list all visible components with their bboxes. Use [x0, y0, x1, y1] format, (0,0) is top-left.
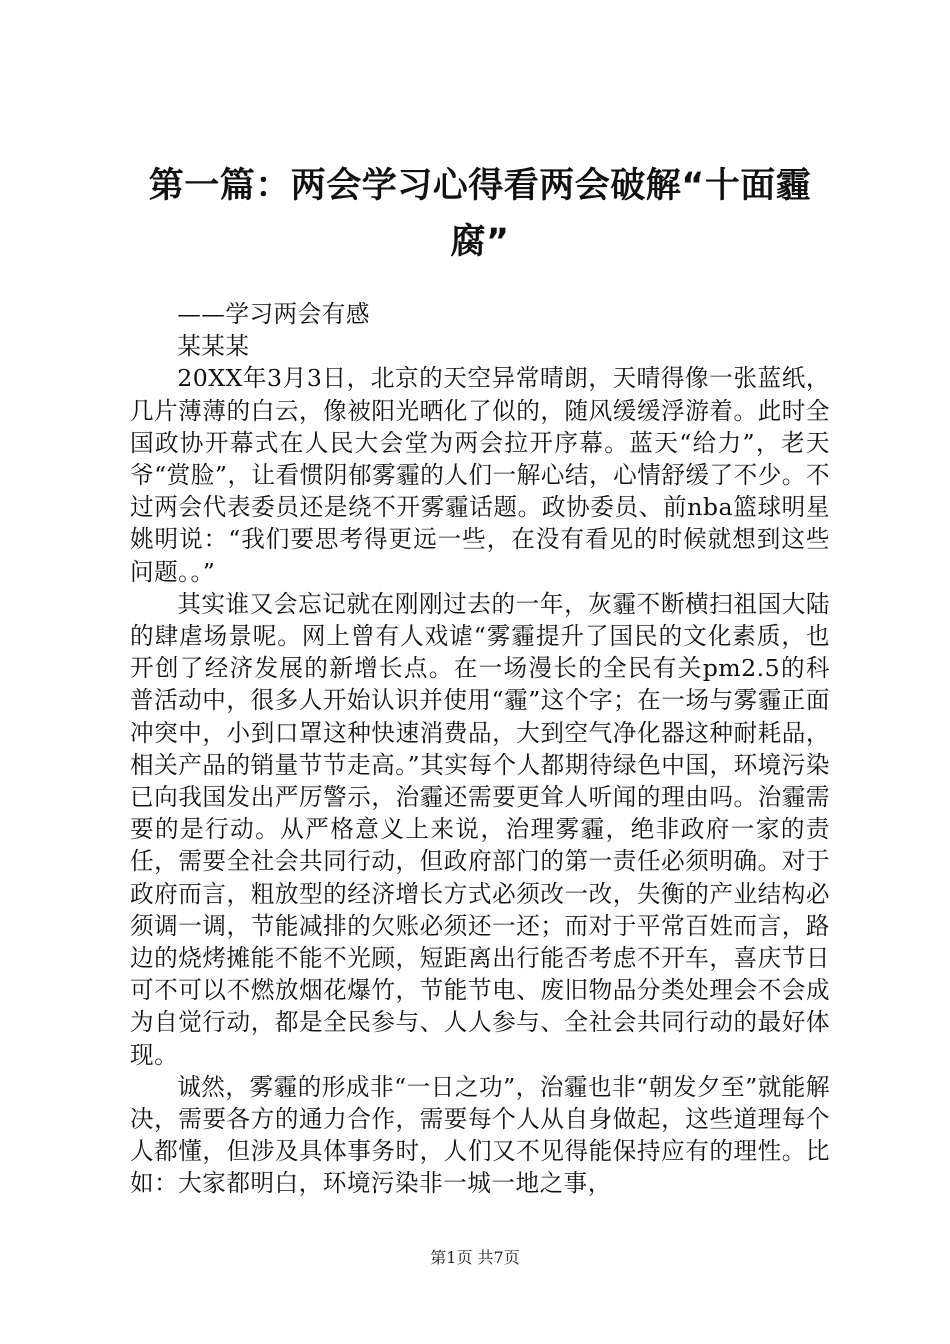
document-body — [130, 298, 830, 1200]
title-line-2: 腐” — [450, 222, 510, 262]
paragraph-1: 20XX年3月3日，北京的天空异常晴朗，天晴得像一张蓝纸，几片薄薄的白云，像被阳光晒化了似的，随风缓缓浮游着。此时全国政协开幕式在人民大会堂为两会拉开序幕。蓝天“给力”，老天爷“赏脸”，让看惯阴郁雾霾的人们一解心结，心情舒缓了不少。不过两会代表委员还是绕不开雾霾话题。政协委员、前nba篮球明星姚明说：“我们要思考得更远一些，在没有看见的时候就想到这些问题。。” — [130, 364, 830, 586]
author: 某某某 — [177, 332, 250, 361]
paragraph-2: 其实谁又会忘记就在刚刚过去的一年，灰霾不断横扫祖国大陆的肆虐场景呢。网上曾有人戏谑“雾霾提升了国民的文化素质，也开创了经济发展的新增长点。在一场漫长的全民有关pm2.5的科普活动中，很多人开始认识并使用“霾”这个字；在一场与雾霾正面冲突中，小到口罩这种快速消费品，大到空气净化器这种耐耗品，相关产品的销量节节走高。”其实每个人都期待绿色中国，环境污染已向我国发出严厉警示，治霾还需要更耸人听闻的理由吗。治霾需要的是行动。从严格意义上来说，治理雾霾，绝非政府一家的责任，需要全社会共同行动，但政府部门的第一责任必须明确。对于政府而言，粗放型的经济增长方式必须改一改，失衡的产业结构必须调一调，节能减排的欠账必须还一还；而对于平常百姓而言，路边的烧烤摊能不能不光顾，短距离出行能否考虑不开车，喜庆节日可不可以不燃放烟花爆竹，节能节电、废旧物品分类处理会不会成为自觉行动，都是全民参与、人人参与、全社会共同行动的最好体现。 — [130, 589, 830, 1069]
title-line-1: 第一篇：两会学习心得看两会破解“十面霾 — [148, 166, 812, 206]
page-footer: 第1页 共7页 — [430, 1248, 520, 1267]
page-title — [130, 158, 830, 270]
subtitle: ——学习两会有感 — [177, 300, 370, 328]
paragraph-3: 诚然，雾霾的形成非“一日之功”，治霾也非“朝发夕至”就能解决，需要各方的通力合作，需要每个人从自身做起，这些道理每个人都懂，但涉及具体事务时，人们又不见得能保持应有的理性。比如：大家都明白，环境污染非一城一地之事， — [130, 1072, 830, 1198]
